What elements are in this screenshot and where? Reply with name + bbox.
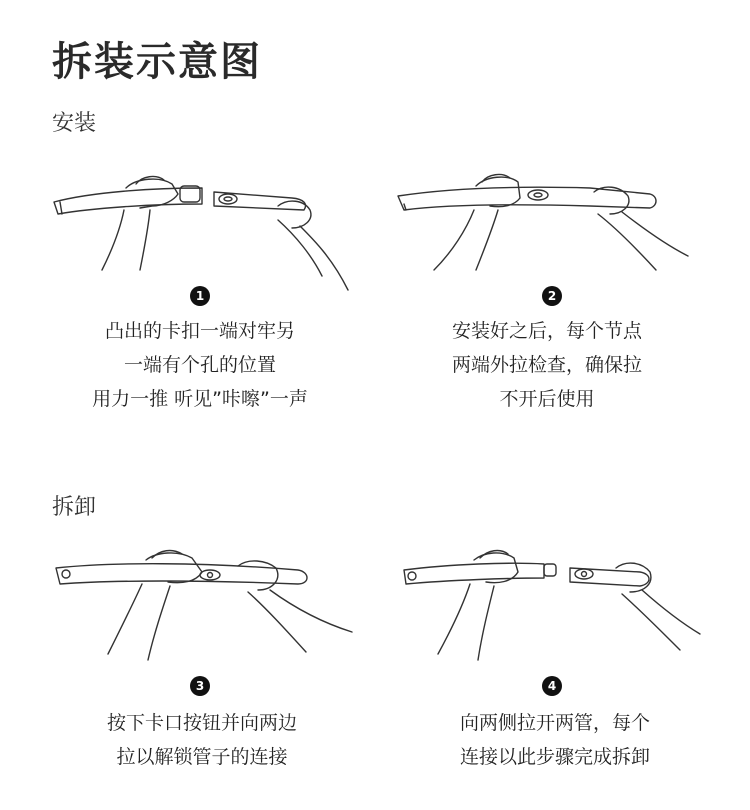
step-2-line-2: 两端外拉检查，确保拉 — [451, 354, 642, 376]
step-2-caption — [387, 314, 707, 416]
step-3-line-1: 按下卡口按钮并向两边 — [106, 712, 297, 734]
step-4-illustration — [390, 550, 720, 670]
step-1-caption — [40, 314, 360, 416]
page-title: 拆装示意图 — [52, 39, 262, 85]
step-3-illustration — [52, 550, 382, 670]
step-1-illustration — [52, 170, 382, 290]
step-3-line-2: 拉以解锁管子的连接 — [116, 746, 288, 768]
step-3-badge: 3 — [190, 676, 210, 696]
step-1-line-2: 一端有个孔的位置 — [123, 354, 276, 376]
step-1-line-3: 用力一推 听见”咔嚓”一声 — [92, 388, 308, 410]
section-heading-remove: 拆卸 — [52, 495, 97, 520]
step-1-line-1: 凸出的卡扣一端对牢另 — [104, 320, 295, 342]
section-heading-install: 安装 — [52, 111, 97, 136]
step-4-line-1: 向两侧拉开两管，每个 — [459, 712, 650, 734]
step-2-badge: 2 — [542, 286, 562, 306]
step-4-badge: 4 — [542, 676, 562, 696]
step-2-line-3: 不开后使用 — [499, 388, 595, 410]
step-4-line-2: 连接以此步骤完成拆卸 — [459, 746, 650, 768]
step-3-caption — [42, 706, 362, 774]
step-2-illustration — [390, 170, 720, 290]
step-2-line-1: 安装好之后，每个节点 — [451, 320, 642, 342]
step-1-badge: 1 — [190, 286, 210, 306]
step-4-caption — [395, 706, 715, 774]
